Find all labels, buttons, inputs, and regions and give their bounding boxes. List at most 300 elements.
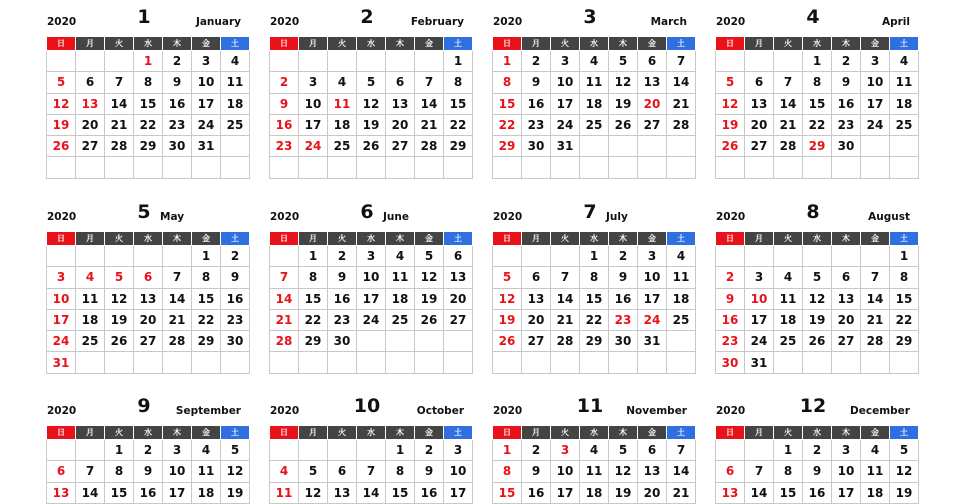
day-cell: 1	[134, 51, 163, 72]
day-cell	[774, 157, 803, 178]
day-cell	[803, 246, 832, 267]
day-cell	[386, 157, 415, 178]
week-row	[493, 461, 696, 482]
day-cell: 12	[803, 288, 832, 309]
day-cell: 20	[638, 93, 667, 114]
day-cell: 5	[357, 72, 386, 93]
day-cell: 13	[444, 267, 473, 288]
day-cell	[105, 352, 134, 373]
weekday-label: 日	[270, 232, 299, 246]
day-cell	[328, 352, 357, 373]
year-label: 2020	[47, 211, 77, 223]
day-cell	[76, 440, 105, 461]
day-cell: 3	[47, 267, 76, 288]
weekday-label: 水	[134, 232, 163, 246]
day-cell: 10	[832, 461, 861, 482]
day-cell	[386, 331, 415, 352]
day-cell: 7	[105, 72, 134, 93]
day-cell: 5	[105, 267, 134, 288]
day-cell: 17	[192, 93, 221, 114]
week-row	[716, 440, 919, 461]
day-cell: 13	[522, 288, 551, 309]
month-grid	[492, 231, 696, 374]
day-cell: 26	[493, 331, 522, 352]
month-name: May	[160, 211, 185, 223]
day-cell: 3	[745, 267, 774, 288]
day-cell	[357, 352, 386, 373]
day-cell	[415, 157, 444, 178]
week-row	[47, 136, 250, 157]
day-cell: 18	[580, 482, 609, 503]
day-cell: 30	[832, 136, 861, 157]
weekday-label: 火	[774, 232, 803, 246]
day-cell: 6	[832, 267, 861, 288]
year-label: 2020	[270, 211, 300, 223]
week-row	[270, 72, 473, 93]
week-row	[716, 51, 919, 72]
day-cell: 18	[890, 93, 919, 114]
day-cell: 12	[221, 461, 250, 482]
month-name: November	[626, 405, 687, 417]
day-cell: 19	[357, 114, 386, 135]
week-row	[716, 267, 919, 288]
day-cell: 18	[774, 309, 803, 330]
day-cell	[609, 352, 638, 373]
day-cell: 2	[803, 440, 832, 461]
day-cell	[774, 246, 803, 267]
day-cell: 16	[163, 93, 192, 114]
day-cell: 3	[832, 440, 861, 461]
day-cell	[832, 246, 861, 267]
weekday-label: 木	[609, 37, 638, 51]
weekday-label: 日	[716, 426, 745, 440]
month-number: 4	[806, 6, 820, 28]
weekday-label: 金	[192, 232, 221, 246]
week-row	[270, 461, 473, 482]
day-cell: 19	[803, 309, 832, 330]
month-header	[492, 2, 688, 36]
day-cell: 7	[774, 72, 803, 93]
day-cell	[832, 352, 861, 373]
day-cell: 6	[638, 440, 667, 461]
day-cell	[357, 51, 386, 72]
month-header	[269, 2, 465, 36]
day-cell: 8	[192, 267, 221, 288]
weekday-label: 土	[667, 37, 696, 51]
year-label: 2020	[493, 405, 523, 417]
weekday-label: 土	[444, 232, 473, 246]
weekday-label: 月	[522, 232, 551, 246]
week-row	[270, 157, 473, 178]
day-cell	[551, 352, 580, 373]
day-cell	[221, 136, 250, 157]
day-cell: 15	[493, 482, 522, 503]
day-cell: 29	[580, 331, 609, 352]
day-cell: 28	[861, 331, 890, 352]
year-label: 2020	[47, 16, 77, 28]
day-cell: 13	[716, 482, 745, 503]
day-cell: 8	[580, 267, 609, 288]
day-cell: 23	[163, 114, 192, 135]
day-cell: 9	[803, 461, 832, 482]
day-cell: 20	[76, 114, 105, 135]
day-cell: 20	[638, 482, 667, 503]
week-row	[270, 482, 473, 503]
week-row	[716, 157, 919, 178]
day-cell: 25	[386, 309, 415, 330]
week-row	[47, 288, 250, 309]
day-cell	[638, 352, 667, 373]
day-cell: 17	[47, 309, 76, 330]
day-cell: 1	[444, 51, 473, 72]
week-row	[493, 136, 696, 157]
day-cell: 1	[803, 51, 832, 72]
week-row	[493, 482, 696, 503]
day-cell: 18	[76, 309, 105, 330]
week-row	[493, 288, 696, 309]
day-cell: 9	[415, 461, 444, 482]
week-row	[47, 114, 250, 135]
weekday-label: 火	[551, 37, 580, 51]
day-cell: 11	[667, 267, 696, 288]
weekday-label: 水	[357, 37, 386, 51]
day-cell: 18	[221, 93, 250, 114]
day-cell: 14	[667, 72, 696, 93]
week-row	[47, 331, 250, 352]
day-cell	[270, 51, 299, 72]
day-cell: 24	[299, 136, 328, 157]
day-cell: 25	[328, 136, 357, 157]
month-header	[492, 197, 688, 231]
day-cell	[76, 352, 105, 373]
month-block	[46, 197, 242, 374]
day-cell: 9	[163, 72, 192, 93]
weekday-label: 木	[163, 232, 192, 246]
day-cell: 24	[192, 114, 221, 135]
day-cell: 22	[580, 309, 609, 330]
weekday-label: 月	[522, 426, 551, 440]
day-cell	[444, 157, 473, 178]
day-cell: 12	[47, 93, 76, 114]
day-cell: 30	[609, 331, 638, 352]
weekday-label: 月	[745, 37, 774, 51]
day-cell: 10	[357, 267, 386, 288]
day-cell: 25	[667, 309, 696, 330]
day-cell: 1	[192, 246, 221, 267]
day-cell: 22	[134, 114, 163, 135]
weekday-label: 火	[105, 426, 134, 440]
weekday-label: 水	[803, 426, 832, 440]
weekday-label: 水	[580, 232, 609, 246]
day-cell: 25	[890, 114, 919, 135]
day-cell: 19	[415, 288, 444, 309]
month-header	[46, 391, 242, 425]
day-cell: 23	[328, 309, 357, 330]
day-cell: 8	[493, 461, 522, 482]
day-cell: 8	[774, 461, 803, 482]
weekday-label: 木	[163, 37, 192, 51]
day-cell: 16	[134, 482, 163, 503]
weekday-label: 木	[386, 37, 415, 51]
month-grid	[269, 36, 473, 179]
weekday-header-row	[716, 232, 919, 246]
day-cell: 9	[270, 93, 299, 114]
weekday-label: 水	[357, 426, 386, 440]
day-cell: 1	[105, 440, 134, 461]
day-cell: 9	[134, 461, 163, 482]
day-cell: 19	[716, 114, 745, 135]
month-header	[269, 391, 465, 425]
day-cell: 23	[270, 136, 299, 157]
day-cell: 22	[299, 309, 328, 330]
day-cell: 17	[357, 288, 386, 309]
weekday-header-row	[716, 426, 919, 440]
day-cell: 3	[551, 440, 580, 461]
day-cell: 14	[76, 482, 105, 503]
day-cell: 16	[328, 288, 357, 309]
month-grid	[492, 425, 696, 504]
day-cell: 5	[493, 267, 522, 288]
day-cell: 11	[580, 461, 609, 482]
day-cell: 11	[192, 461, 221, 482]
day-cell	[803, 157, 832, 178]
day-cell	[105, 157, 134, 178]
day-cell: 5	[47, 72, 76, 93]
weekday-label: 日	[47, 232, 76, 246]
day-cell: 28	[105, 136, 134, 157]
day-cell: 30	[522, 136, 551, 157]
weekday-label: 木	[832, 37, 861, 51]
week-row	[47, 352, 250, 373]
day-cell: 11	[386, 267, 415, 288]
day-cell: 27	[444, 309, 473, 330]
day-cell: 21	[667, 93, 696, 114]
day-cell: 21	[270, 309, 299, 330]
day-cell: 26	[105, 331, 134, 352]
month-name: June	[383, 211, 409, 223]
day-cell	[105, 51, 134, 72]
weekday-label: 金	[192, 37, 221, 51]
day-cell: 7	[76, 461, 105, 482]
week-row	[716, 246, 919, 267]
day-cell: 2	[522, 440, 551, 461]
day-cell: 21	[415, 114, 444, 135]
day-cell: 11	[861, 461, 890, 482]
week-row	[270, 246, 473, 267]
weekday-label: 土	[667, 426, 696, 440]
week-row	[270, 352, 473, 373]
day-cell: 8	[890, 267, 919, 288]
month-number: 11	[576, 395, 604, 417]
week-row	[47, 267, 250, 288]
weekday-header-row	[270, 232, 473, 246]
weekday-label: 火	[328, 426, 357, 440]
day-cell: 11	[221, 72, 250, 93]
month-number: 8	[806, 201, 820, 223]
day-cell: 16	[270, 114, 299, 135]
weekday-label: 月	[299, 232, 328, 246]
weekday-label: 水	[134, 37, 163, 51]
day-cell: 21	[667, 482, 696, 503]
day-cell: 15	[192, 288, 221, 309]
year-label: 2020	[270, 16, 300, 28]
week-row	[716, 93, 919, 114]
weekday-header-row	[270, 37, 473, 51]
day-cell	[861, 157, 890, 178]
day-cell: 10	[638, 267, 667, 288]
day-cell	[163, 352, 192, 373]
day-cell: 8	[803, 72, 832, 93]
month-number: 1	[137, 6, 151, 28]
day-cell: 23	[832, 114, 861, 135]
weekday-label: 日	[47, 37, 76, 51]
week-row	[47, 309, 250, 330]
day-cell: 10	[47, 288, 76, 309]
day-cell: 31	[638, 331, 667, 352]
day-cell: 12	[105, 288, 134, 309]
weekday-label: 水	[580, 37, 609, 51]
day-cell: 26	[716, 136, 745, 157]
day-cell: 7	[551, 267, 580, 288]
day-cell: 15	[444, 93, 473, 114]
weekday-header-row	[47, 37, 250, 51]
day-cell: 10	[745, 288, 774, 309]
day-cell: 9	[522, 72, 551, 93]
day-cell	[76, 246, 105, 267]
day-cell: 18	[192, 482, 221, 503]
week-row	[47, 440, 250, 461]
day-cell	[47, 440, 76, 461]
day-cell: 28	[270, 331, 299, 352]
week-row	[493, 93, 696, 114]
weekday-label: 土	[890, 37, 919, 51]
weekday-label: 日	[493, 37, 522, 51]
day-cell: 6	[47, 461, 76, 482]
month-name: January	[195, 16, 241, 28]
day-cell: 8	[386, 461, 415, 482]
day-cell	[270, 440, 299, 461]
day-cell	[134, 246, 163, 267]
day-cell: 24	[551, 114, 580, 135]
day-cell: 17	[299, 114, 328, 135]
day-cell: 20	[386, 114, 415, 135]
weekday-label: 土	[444, 37, 473, 51]
week-row	[493, 352, 696, 373]
week-row	[716, 72, 919, 93]
day-cell: 16	[803, 482, 832, 503]
month-grid	[46, 36, 250, 179]
day-cell	[493, 246, 522, 267]
day-cell	[328, 51, 357, 72]
weekday-label: 金	[415, 426, 444, 440]
weekday-label: 木	[832, 426, 861, 440]
day-cell: 2	[609, 246, 638, 267]
day-cell	[444, 331, 473, 352]
day-cell: 19	[47, 114, 76, 135]
day-cell: 2	[221, 246, 250, 267]
month-header	[715, 2, 911, 36]
week-row	[270, 114, 473, 135]
day-cell	[638, 136, 667, 157]
day-cell: 27	[134, 331, 163, 352]
day-cell	[221, 352, 250, 373]
day-cell: 28	[774, 136, 803, 157]
day-cell: 15	[774, 482, 803, 503]
day-cell: 1	[493, 51, 522, 72]
day-cell: 6	[386, 72, 415, 93]
day-cell: 27	[832, 331, 861, 352]
day-cell: 2	[163, 51, 192, 72]
day-cell	[357, 331, 386, 352]
day-cell: 16	[716, 309, 745, 330]
week-row	[270, 331, 473, 352]
month-number: 6	[360, 201, 374, 223]
day-cell	[861, 246, 890, 267]
day-cell: 27	[386, 136, 415, 157]
day-cell: 20	[745, 114, 774, 135]
weekday-label: 火	[105, 37, 134, 51]
day-cell: 15	[134, 93, 163, 114]
weekday-label: 水	[134, 426, 163, 440]
day-cell: 1	[493, 440, 522, 461]
month-block	[269, 2, 465, 179]
week-row	[716, 352, 919, 373]
week-row	[493, 72, 696, 93]
day-cell	[299, 440, 328, 461]
day-cell	[832, 157, 861, 178]
day-cell: 29	[493, 136, 522, 157]
day-cell: 22	[444, 114, 473, 135]
week-row	[493, 267, 696, 288]
month-number: 5	[137, 201, 151, 223]
day-cell: 3	[444, 440, 473, 461]
weekday-label: 日	[493, 232, 522, 246]
month-header	[715, 391, 911, 425]
day-cell: 27	[76, 136, 105, 157]
weekday-label: 日	[270, 426, 299, 440]
day-cell: 4	[667, 246, 696, 267]
month-grid	[492, 36, 696, 179]
day-cell	[522, 157, 551, 178]
day-cell: 3	[861, 51, 890, 72]
weekday-label: 土	[444, 426, 473, 440]
week-row	[270, 51, 473, 72]
day-cell	[299, 157, 328, 178]
month-number: 10	[353, 395, 381, 417]
day-cell: 8	[134, 72, 163, 93]
day-cell	[609, 136, 638, 157]
week-row	[47, 246, 250, 267]
weekday-label: 月	[745, 426, 774, 440]
weekday-label: 月	[299, 426, 328, 440]
day-cell: 26	[609, 114, 638, 135]
month-block	[269, 391, 465, 504]
day-cell: 23	[609, 309, 638, 330]
day-cell: 13	[134, 288, 163, 309]
day-cell: 1	[299, 246, 328, 267]
day-cell: 8	[444, 72, 473, 93]
day-cell: 12	[493, 288, 522, 309]
day-cell: 13	[832, 288, 861, 309]
day-cell: 21	[861, 309, 890, 330]
day-cell	[134, 352, 163, 373]
day-cell: 13	[638, 461, 667, 482]
weekday-label: 金	[638, 426, 667, 440]
day-cell: 30	[163, 136, 192, 157]
day-cell	[580, 136, 609, 157]
week-row	[47, 72, 250, 93]
day-cell: 10	[163, 461, 192, 482]
